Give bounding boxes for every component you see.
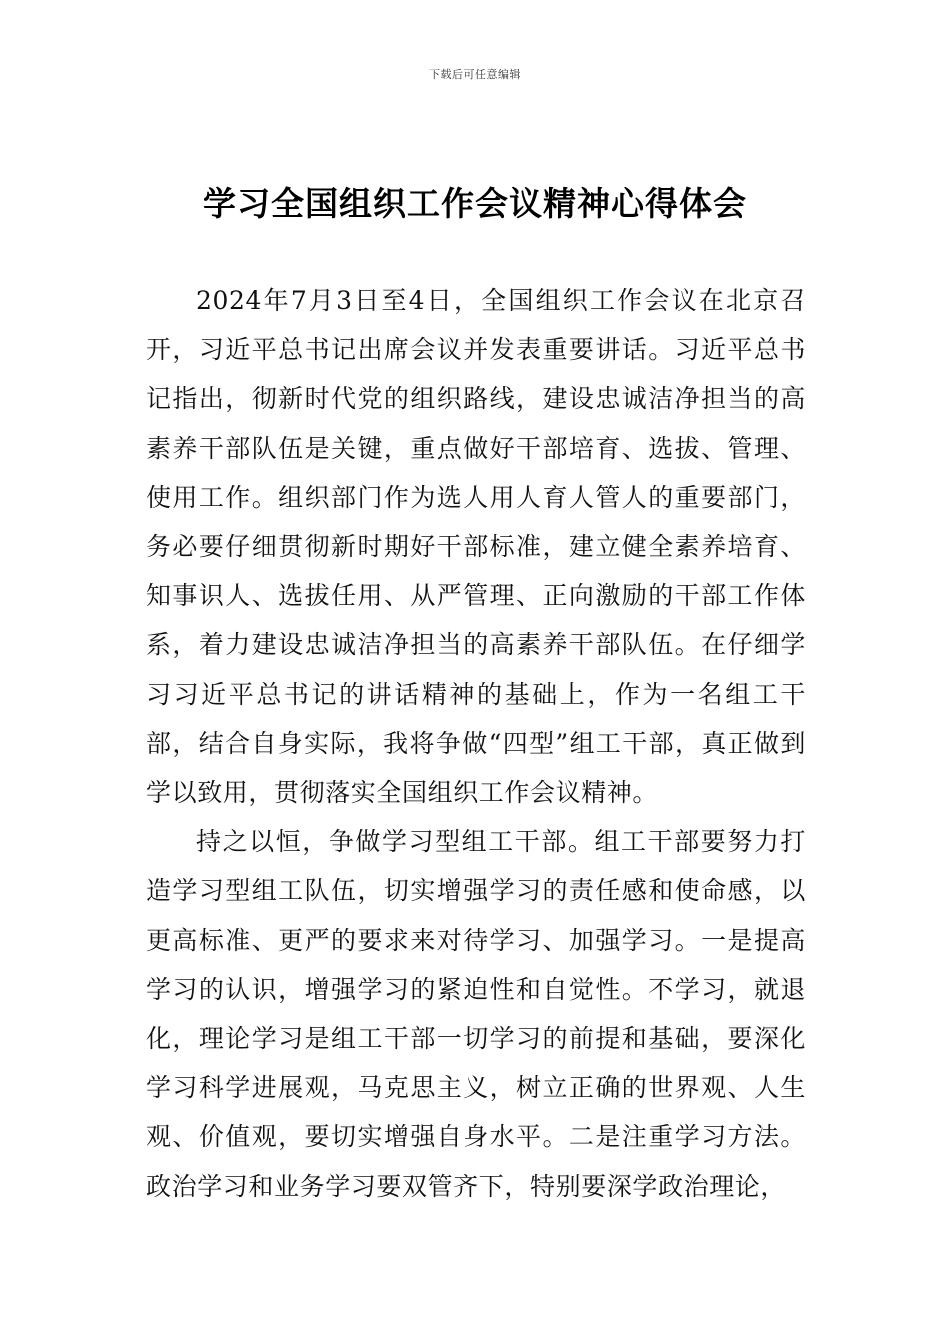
paragraph-2: 持之以恒，争做学习型组工干部。组工干部要努力打造学习型组工队伍，切实增强学习的责任感和使命感，以更高标准、更严的要求来对待学习、加强学习。一是提高学习的认识，增强学习的紧迫性和自觉性。不学习，就退化，理论学习是组工干部一切学习的前提和基础，要深化学习科学进展观，马克思主义，树立正确的世界观、人生观、价值观，要切实增强自身水平。二是注重学习方法。政治学习和业务学习要双管齐下，特别要深学政治理论， bbox=[146, 827, 806, 1201]
paragraph-1: 2024年7月3日至4日，全国组织工作会议在北京召开，习近平总书记出席会议并发表重要讲话。习近平总书记指出，彻新时代党的组织路线，建设忠诚洁净担当的高素养干部队伍是关键，重点做好干部培育、选拔、管理、使用工作。组织部门作为选人用人育人管人的重要部门，务必要仔细贯彻新时期好干部标准，建立健全素养培育、知事识人、选拔任用、从严管理、正向激励的干部工作体系，着力建设忠诚洁净担当的高素养干部队伍。在仔细学习习近平总书记的讲话精神的基础上，作为一名组工干部，结合自身实际，我将争做“四型”组工干部，真正做到学以致用，贯彻落实全国组织工作会议精神。 bbox=[146, 286, 806, 808]
document-body bbox=[146, 276, 806, 1211]
header-note: 下载后可任意编辑 bbox=[429, 68, 521, 81]
document-title: 学习全国组织工作会议精神心得体会 bbox=[203, 184, 747, 223]
